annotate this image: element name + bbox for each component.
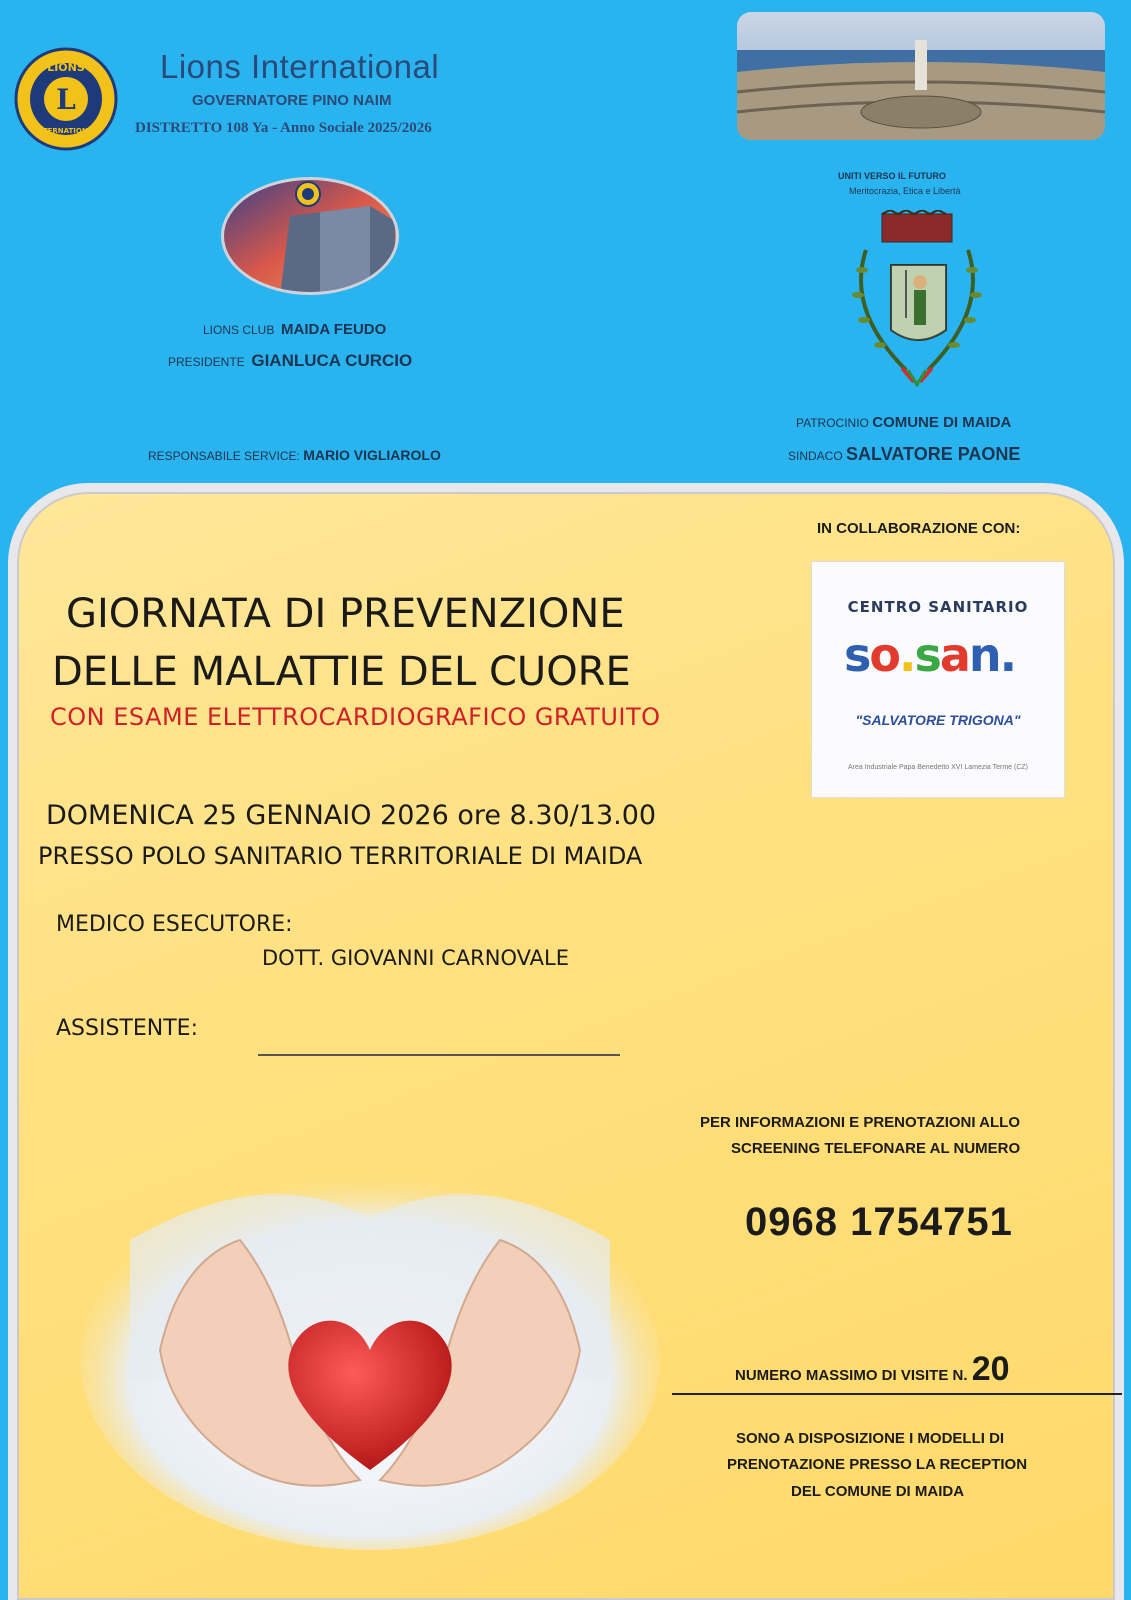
hands-heart-photo [70, 1120, 670, 1560]
divider [672, 1393, 1122, 1395]
president-name: GIANLUCA CURCIO [251, 351, 413, 370]
sindaco-prefix: SINDACO [788, 449, 843, 463]
service-name: MARIO VIGLIAROLO [303, 447, 441, 463]
sosan-logo-letter: o [869, 628, 899, 682]
max-visits-line [735, 1350, 1010, 1389]
info-line2: SCREENING TELEFONARE AL NUMERO [731, 1140, 1021, 1157]
sindaco-line [788, 444, 1020, 465]
phone-number: 0968 1754751 [745, 1200, 1013, 1244]
logo-text-top: LIONS [47, 61, 85, 74]
governor-line: GOVERNATORE PINO NAIM [192, 92, 392, 109]
sosan-subtitle: "SALVATORE TRIGONA" [855, 712, 1021, 728]
org-name: Lions International [160, 48, 440, 85]
event-place: PRESSO POLO SANITARIO TERRITORIALE DI MAIDA [38, 842, 643, 870]
logo-letter: L [56, 83, 76, 116]
event-date: DOMENICA 25 GENNAIO 2026 ore 8.30/13.00 [46, 800, 657, 831]
patrocinio-name: COMUNE DI MAIDA [872, 414, 1012, 431]
sindaco-name: SALVATORE PAONE [846, 444, 1021, 464]
sosan-logo-letter: s [844, 628, 870, 682]
sosan-title: CENTRO SANITARIO [847, 598, 1029, 616]
sosan-address: Area Industriale Papa Benedetto XVI Lamezia Terme (CZ) [847, 764, 1029, 771]
sosan-logo-box [811, 561, 1065, 798]
assistente-blank-line [258, 1054, 620, 1056]
note-line2: PRENOTAZIONE PRESSO LA RECEPTION [727, 1456, 1028, 1473]
sosan-logo-letter: s [914, 628, 940, 682]
assistente-label: ASSISTENTE: [56, 1016, 198, 1041]
sosan-logo-letter: a [939, 628, 969, 682]
club-castle-photo [220, 176, 400, 296]
max-visits-label: NUMERO MASSIMO DI VISITE N. [735, 1367, 968, 1384]
service-prefix: RESPONSABILE SERVICE: [148, 449, 300, 463]
service-responsible-line [148, 447, 441, 463]
sosan-logo-letter: n [968, 628, 1000, 682]
club-line [203, 321, 386, 338]
logo-text-bottom: INTERNATIONAL [34, 127, 98, 135]
amphitheatre-photo [737, 12, 1105, 140]
president-prefix: PRESIDENTE [168, 355, 245, 369]
info-line1: PER INFORMAZIONI E PRENOTAZIONI ALLO [700, 1114, 1020, 1131]
max-visits-value: 20 [971, 1350, 1010, 1388]
event-subtitle: CON ESAME ELETTROCARDIOGRAFICO GRATUITO [50, 703, 661, 731]
lions-international-logo [12, 45, 120, 153]
note-line1: SONO A DISPOSIZIONE I MODELLI DI [736, 1430, 1005, 1447]
president-line [168, 351, 412, 371]
event-title-line1: GIORNATA DI PREVENZIONE [66, 591, 625, 637]
collab-label: IN COLLABORAZIONE CON: [817, 520, 1021, 537]
sosan-logo-letter: . [999, 628, 1016, 682]
club-prefix: LIONS CLUB [203, 323, 275, 337]
district-line: DISTRETTO 108 Ya - Anno Sociale 2025/2026 [135, 120, 432, 136]
patrocinio-line [796, 414, 1011, 431]
medico-name: DOTT. GIOVANNI CARNOVALE [262, 946, 569, 970]
club-name: MAIDA FEUDO [281, 321, 387, 338]
event-title-line2: DELLE MALATTIE DEL CUORE [52, 649, 631, 695]
note-line3: DEL COMUNE DI MAIDA [791, 1483, 965, 1500]
sosan-logo [844, 628, 1015, 682]
medico-label: MEDICO ESECUTORE: [56, 912, 293, 937]
sosan-logo-letter: . [899, 628, 915, 682]
motto-line2: Meritocrazia, Etica e Libertà [849, 186, 961, 196]
comune-crest-icon [836, 210, 998, 405]
motto-line1: UNITI VERSO IL FUTURO [838, 171, 946, 181]
patrocinio-prefix: PATROCINIO [796, 416, 869, 430]
